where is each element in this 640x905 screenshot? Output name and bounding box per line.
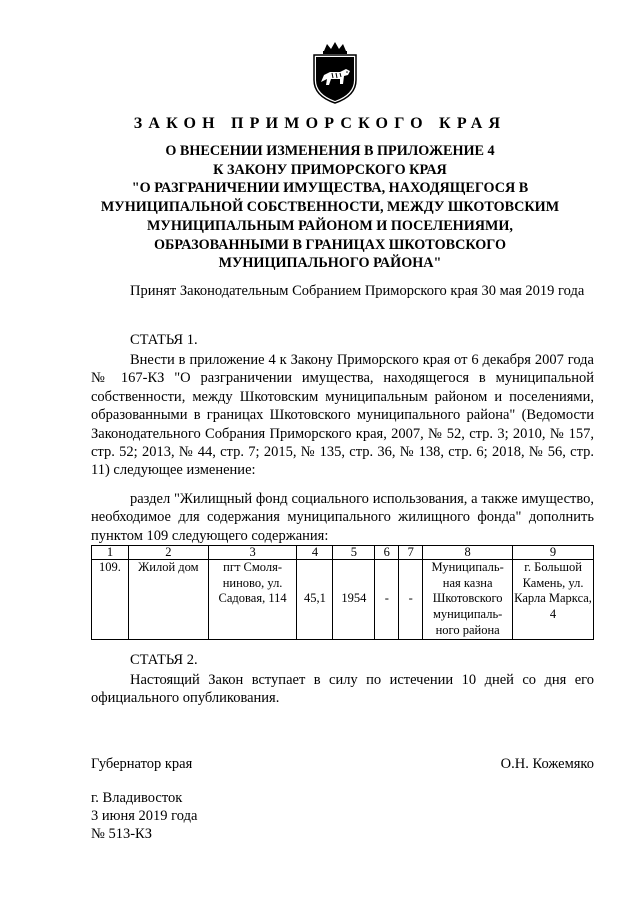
table-cell: 45,1 [297, 560, 333, 640]
subtitle-line: МУНИЦИПАЛЬНОГО РАЙОНА" [218, 255, 442, 272]
footer-date: 3 июня 2019 года [91, 808, 198, 824]
subtitle-line: МУНИЦИПАЛЬНОЙ СОБСТВЕННОСТИ, МЕЖДУ ШКОТОВСКИМ [100, 199, 560, 216]
law-subtitle [80, 142, 580, 273]
table-header-cell: 5 [333, 546, 375, 560]
adoption-statement: Принят Законодательным Собранием Приморского края 30 мая 2019 года [130, 283, 585, 299]
table-header-row [92, 546, 594, 560]
table-header-cell: 3 [208, 546, 297, 560]
article-1-section-text: раздел "Жилищный фонд социального использования, а также имущество, необходимое для содержания муниципального жилищного фонда" дополнить пунктом 109 следующего содержания: [91, 491, 594, 544]
table-cell: - [399, 560, 423, 640]
table-header-cell: 4 [297, 546, 333, 560]
subtitle-line: ОБРАЗОВАННЫМИ В ГРАНИЦАХ ШКОТОВСКОГО [154, 236, 506, 253]
table-header-cell: 9 [513, 546, 594, 560]
subtitle-line: МУНИЦИПАЛЬНЫМ РАЙОНОМ И ПОСЕЛЕНИЯМИ, [147, 217, 513, 234]
article-2-heading: СТАТЬЯ 2. [130, 652, 198, 668]
table-cell: 1954 [333, 560, 375, 640]
coat-of-arms-emblem [310, 42, 360, 104]
footer-number: № 513-КЗ [91, 826, 152, 842]
table-header-cell: 7 [399, 546, 423, 560]
table-cell: г. Большой Камень, ул. Карла Маркса, 4 [513, 560, 594, 640]
subtitle-line: "О РАЗГРАНИЧЕНИИ ИМУЩЕСТВА, НАХОДЯЩЕГОСЯ В [131, 180, 529, 197]
table-row [92, 560, 594, 640]
table-cell: пгт Смоля- ниново, ул. Садовая, 114 [208, 560, 297, 640]
table-cell: Жилой дом [128, 560, 208, 640]
signature-position: Губернатор края [91, 756, 193, 772]
footer-city: г. Владивосток [91, 790, 183, 806]
article-1-heading: СТАТЬЯ 1. [130, 332, 198, 348]
table-header-cell: 2 [128, 546, 208, 560]
signature-name: О.Н. Кожемяко [500, 756, 594, 772]
article-2-text: Настоящий Закон вступает в силу по истечении 10 дней со дня его официального опубликования. [91, 672, 594, 707]
article-1-text: Внести в приложение 4 к Закону Приморского края от 6 декабря 2007 года № 167-КЗ "О разграничении имущества, находящегося в муниципальной собственности, между Шкотовским муниципальным районом и поселениями, образованными в границах Шкотовского муниципального района" (Ведомости Законодательного Собрания Приморского края, 2007, № 52, стр. 3; 2010, № 157, стр. 52; 2013, № 44, стр. 7; 2015, № 135, стр. 36, № 138, стр. 6; 2018, № 56, стр. 11) следующее изменение: [91, 352, 594, 479]
amendment-table [91, 545, 594, 640]
table-cell: 109. [92, 560, 129, 640]
subtitle-line: О ВНЕСЕНИИ ИЗМЕНЕНИЯ В ПРИЛОЖЕНИЕ 4 [165, 143, 495, 159]
table-header-cell: 1 [92, 546, 129, 560]
law-title: ЗАКОН ПРИМОРСКОГО КРАЯ [133, 115, 507, 132]
table-cell: - [375, 560, 399, 640]
subtitle-line: К ЗАКОНУ ПРИМОРСКОГО КРАЯ [213, 161, 447, 178]
table-header-cell: 6 [375, 546, 399, 560]
table-header-cell: 8 [423, 546, 513, 560]
table-cell: Муниципаль- ная казна Шкотовского муниципаль- ного района [423, 560, 513, 640]
